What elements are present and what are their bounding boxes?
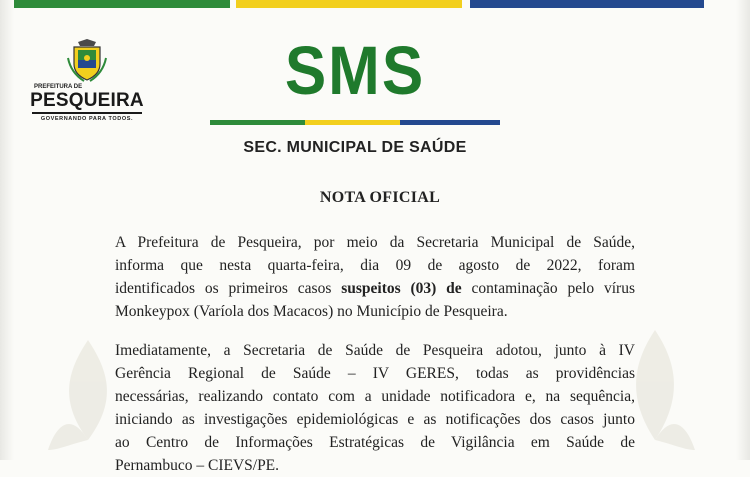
paragraph-line: A Prefeitura de Pesqueira, por meio da Secretaria Municipal de Saúde, xyxy=(115,234,635,251)
yellow-bar xyxy=(236,0,462,8)
paragraph-1 xyxy=(115,231,635,323)
paragraph-line: informa que nesta quarta-feira, dia 09 de agosto de 2022, foram xyxy=(115,257,635,274)
paragraph-line: Imediatamente, a Secretaria de Saúde de Pesqueira adotou, junto à IV xyxy=(115,342,635,359)
paragraph-line: necessárias, realizando contato com a unidade notificadora e, na sequência, xyxy=(115,388,635,405)
paragraph-line: Gerência Regional de Saúde – IV GERES, todas as providências xyxy=(115,365,635,382)
sms-logo xyxy=(210,33,500,125)
city-name: PESQUEIRA xyxy=(30,90,144,111)
paragraph-line: iniciando as investigações epidemiológicas e as notificações dos casos junto xyxy=(115,411,635,428)
secretaria-subtitle: SEC. MUNICIPAL DE SAÚDE xyxy=(243,139,467,156)
prefeitura-de-label: PREFEITURA DE xyxy=(34,84,83,90)
paragraph-line: ao Centro de Informações Estratégicas de Vigilância em Saúde de xyxy=(115,434,635,451)
prefeitura-logo xyxy=(28,38,146,130)
sms-title: SMS xyxy=(284,33,426,110)
slogan: GOVERNANDO PARA TODOS. xyxy=(40,116,134,122)
paragraph-line: Pernambuco – CIEVS/PE. xyxy=(115,457,280,474)
flag-color-bar xyxy=(0,0,750,8)
bold-suspects: suspeitos (03) de xyxy=(341,280,462,297)
document-title: NOTA OFICIAL xyxy=(319,189,441,206)
green-bar xyxy=(0,0,230,8)
paragraph-line: Monkeypox (Varíola dos Macacos) no Município de Pesqueira. xyxy=(115,303,508,320)
coat-of-arms-icon xyxy=(64,38,110,82)
sms-color-stripe xyxy=(210,120,500,125)
paragraph-line-mixed: identificados os primeiros casos suspeitos (03) de contaminação pelo vírus xyxy=(115,280,635,297)
blue-bar xyxy=(470,0,704,8)
paragraph-2 xyxy=(115,339,635,477)
